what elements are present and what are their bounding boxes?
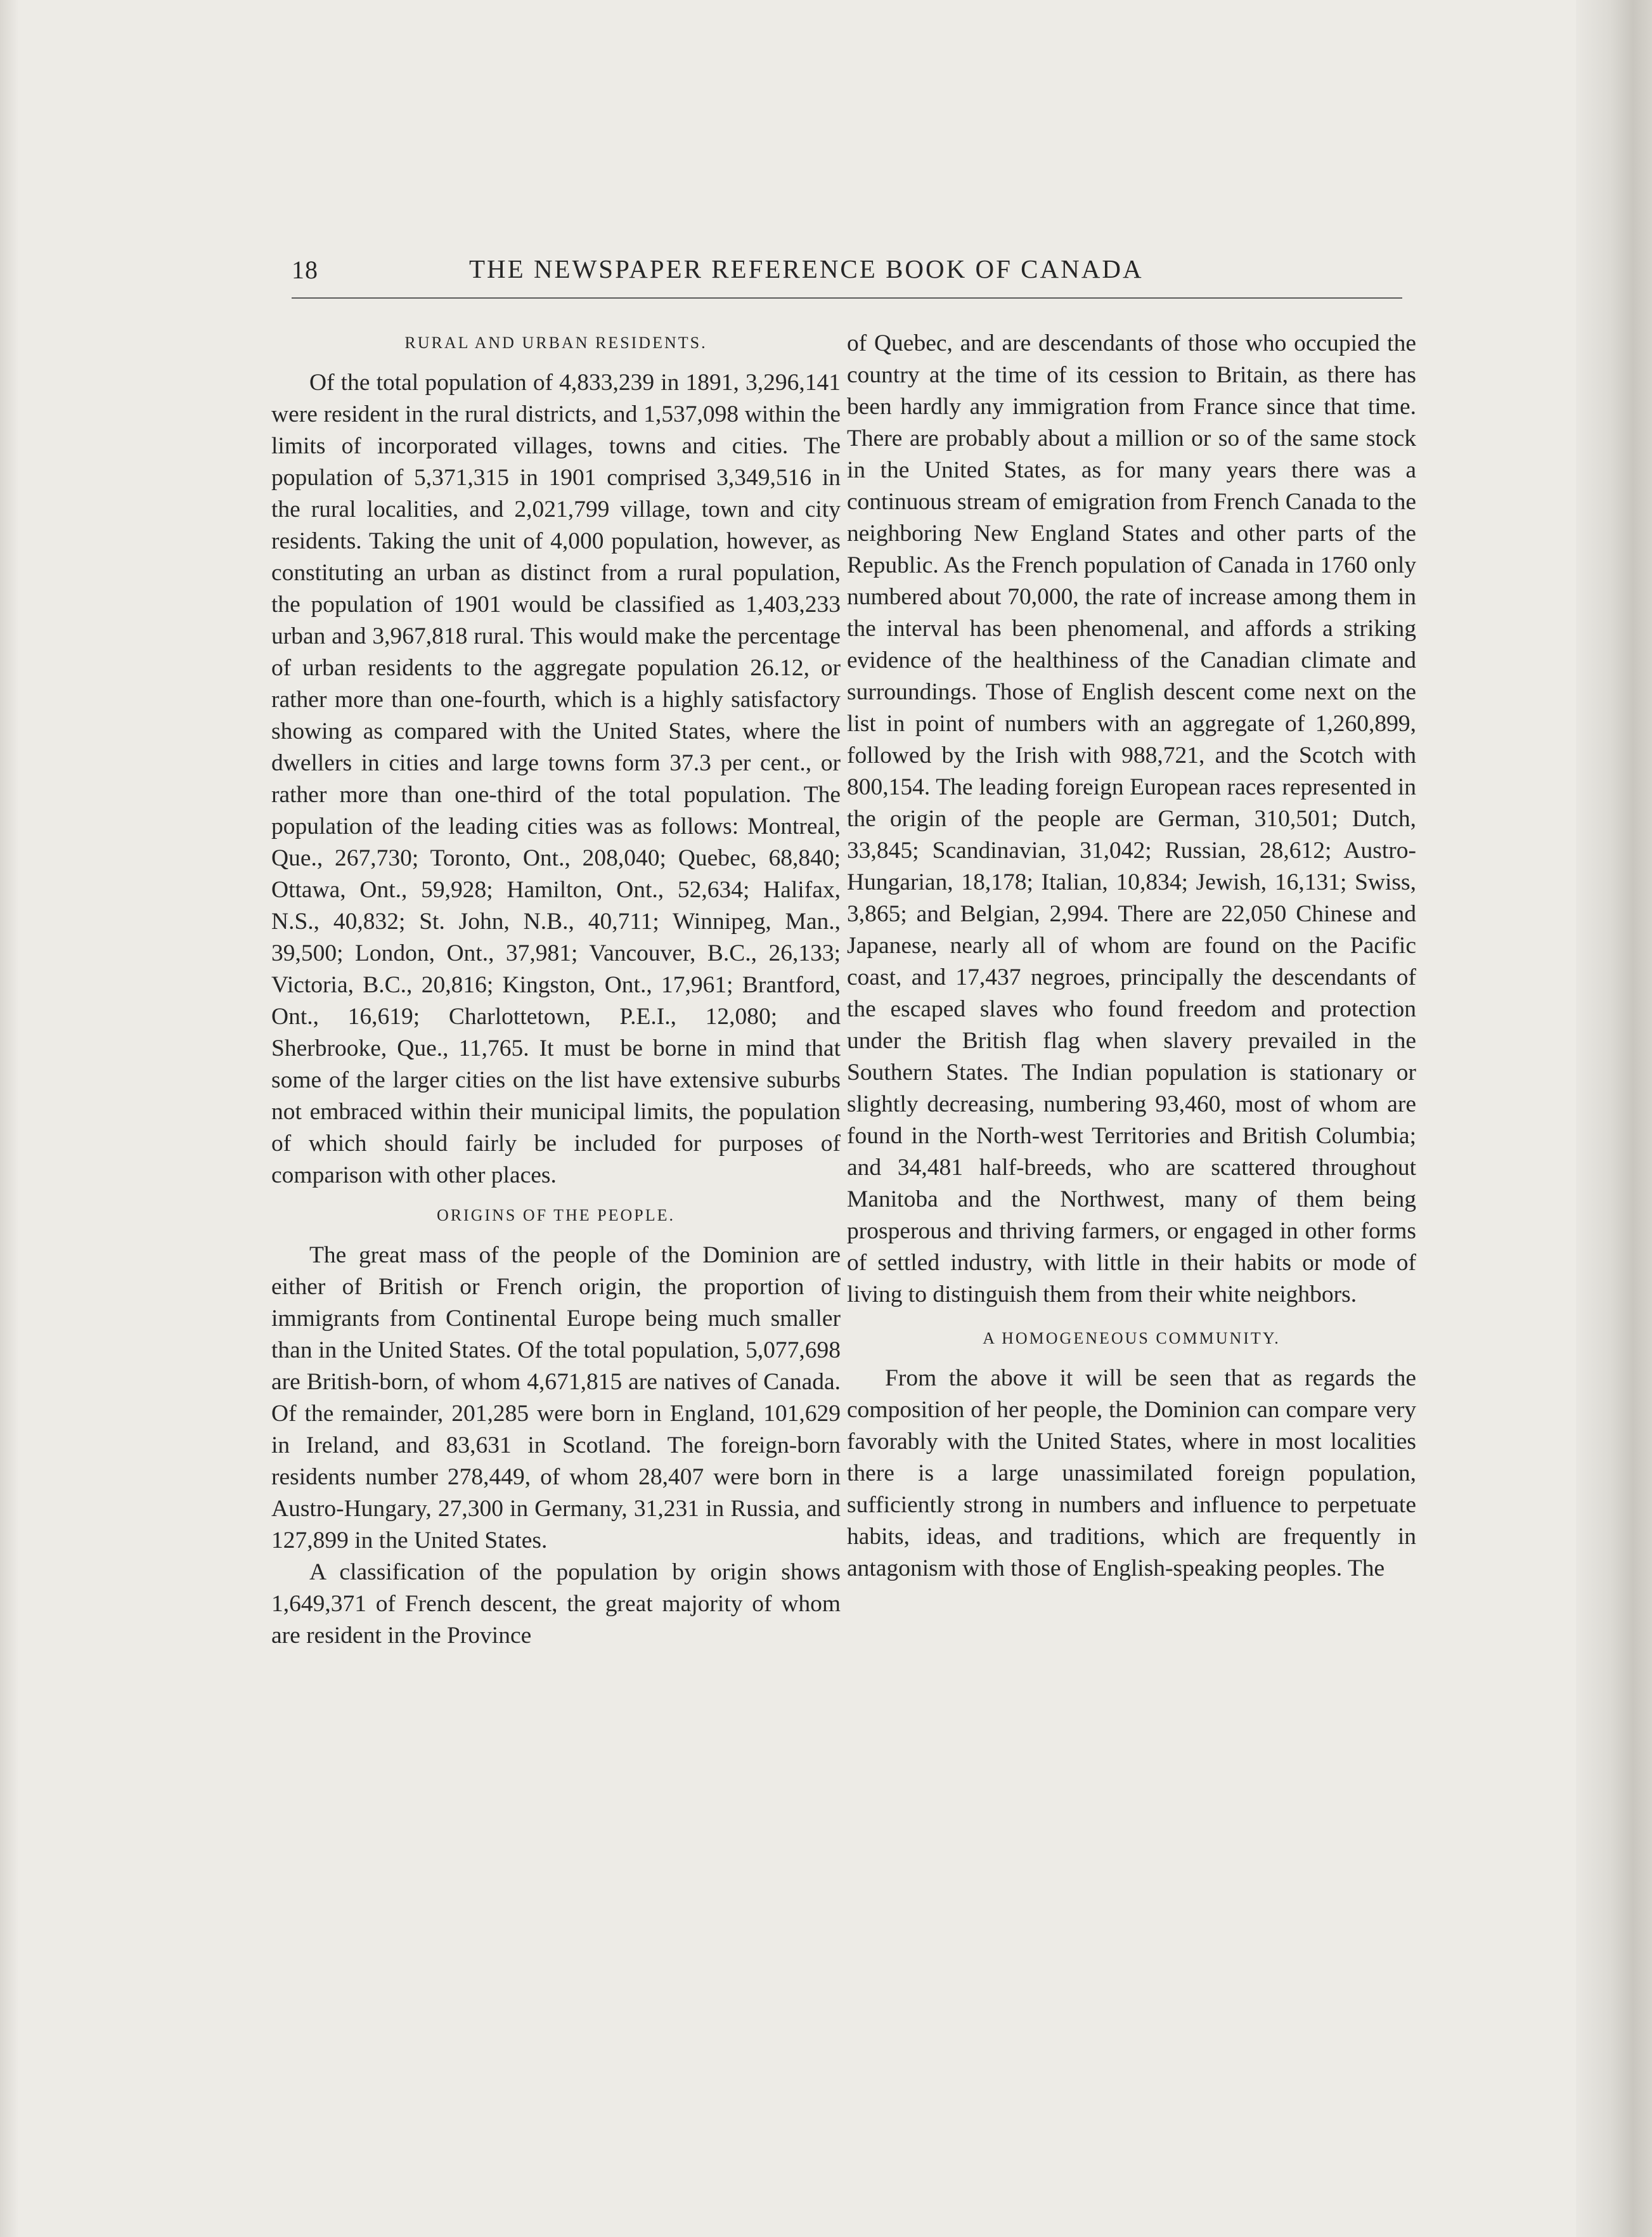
paragraph-origins-1: The great mass of the people of the Dominion are either of British or French origin, the proportion of immigrants from Continental Europe being much smaller than in the United States. Of the total population, 5,077,698 are British-born, of whom 4,671,815 are natives of Canada. Of the remainder, 201,285 were born in England, 101,629 in Ireland, and 83,631 in Scotland. The foreign-born residents number 278,449, of whom 28,407 were born in Austro-Hungary, 27,300 in Germany, 31,231 in Russia, and 127,899 in the United States. <box>271 1242 841 1553</box>
page-header <box>292 254 1401 292</box>
page-edge-shadow <box>1576 0 1652 2237</box>
left-column <box>271 328 841 1652</box>
running-title: THE NEWSPAPER REFERENCE BOOK OF CANADA <box>469 254 1144 283</box>
page-number: 18 <box>292 256 318 284</box>
paragraph-origins-continued: of Quebec, and are descendants of those who occupied the country at the time of its cession to Britain, as there has been hardly any immigration from France since that time. There are probably about a million or so of the same stock in the United States, as for many years there was a continuous stream of emigration from French Canada to the neighboring New England States and other parts of the Republic. As the French population of Canada in 1760 only numbered about 70,000, the rate of increase among them in the interval has been phenomenal, and affords a striking evidence of the healthiness of the Canadian climate and surroundings. Those of English descent come next on the list in point of numbers with an aggregate of 1,260,899, followed by the Irish with 988,721, and the Scotch with 800,154. The leading foreign European races represented in the origin of the people are German, 310,501; Dutch, 33,845; Scandinavian, 31,042; Russian, 28,612; Austro-Hungarian, 18,178; Italian, 10,834; Jewish, 16,131; Swiss, 3,865; and Belgian, 2,994. There are 22,050 Chinese and Japanese, nearly all of whom are found on the Pacific coast, and 17,437 negroes, principally the descendants of the escaped slaves who found freedom and protection under the British flag when slavery prevailed in the Southern States. The Indian population is stationary or slightly decreasing, numbering 93,460, most of whom are found in the North-west Territories and British Columbia; and 34,481 half-breeds, who are scattered throughout Manitoba and the Northwest, many of them being prosperous and thriving farmers, or engaged in other forms of settled industry, with little in their habits or mode of living to distinguish them from their white neighbors. <box>847 330 1416 1307</box>
section-heading-rural-urban: RURAL AND URBAN RESIDENTS. <box>404 334 707 352</box>
page-gutter-shadow <box>0 0 19 2237</box>
paragraph-homogeneous: From the above it will be seen that as regards the composition of her people, the Dominion can compare very favorably with the United States, where in most localities there is a large unassimilated foreign population, sufficiently strong in numbers and influence to perpetuate habits, ideas, and traditions, which are frequently in antagonism with those of English-speaking peoples. The <box>847 1365 1416 1581</box>
paragraph-rural-urban: Of the total population of 4,833,239 in 1891, 3,296,141 were resident in the rural districts, and 1,537,098 within the limits of incorporated villages, towns and cities. The population of 5,371,315 in 1901 comprised 3,349,516 in the rural localities, and 2,021,799 village, town and city residents. Taking the unit of 4,000 population, however, as constituting an urban as distinct from a rural population, the population of 1901 would be classified as 1,403,233 urban and 3,967,818 rural. This would make the percentage of urban residents to the aggregate population 26.12, or rather more than one-fourth, which is a highly satisfactory showing as compared with the United States, where the dwellers in cities and large towns form 37.3 per cent., or rather more than one-third of the total population. The population of the leading cities was as follows: Montreal, Que., 267,730; Toronto, Ont., 208,040; Quebec, 68,840; Ottawa, Ont., 59,928; Hamilton, Ont., 52,634; Halifax, N.S., 40,832; St. John, N.B., 40,711; Winnipeg, Man., 39,500; London, Ont., 37,981; Vancouver, B.C., 26,133; Victoria, B.C., 20,816; Kingston, Ont., 17,961; Brantford, Ont., 16,619; Charlottetown, P.E.I., 12,080; and Sherbrooke, Que., 11,765. It must be borne in mind that some of the larger cities on the list have extensive suburbs not embraced within their municipal limits, the population of which should fairly be included for purposes of comparison with other places. <box>271 370 841 1188</box>
right-column <box>847 328 1416 1585</box>
paragraph-origins-2: A classification of the population by origin shows 1,649,371 of French descent, the great majority of whom are resident in the Province <box>271 1559 841 1649</box>
section-heading-origins: ORIGINS OF THE PEOPLE. <box>436 1206 676 1224</box>
header-rule <box>292 297 1402 299</box>
section-heading-homogeneous: A HOMOGENEOUS COMMUNITY. <box>983 1329 1281 1347</box>
